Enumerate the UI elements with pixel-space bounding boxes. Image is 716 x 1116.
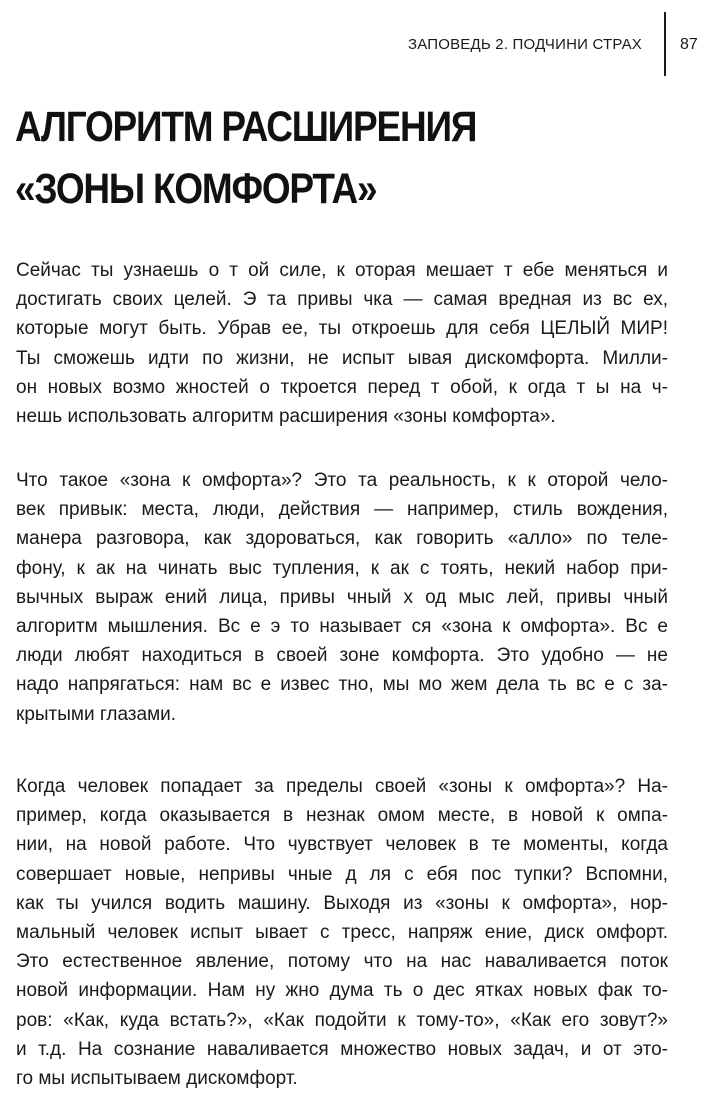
text-line: надо напрягаться: нам вс е извес тно, мы мо жем дела ть вс е с за-	[16, 674, 668, 696]
text-line: го мы испытываем дискомфорт.	[16, 1068, 298, 1090]
chapter-title-line: АЛГОРИТМ РАСШИРЕНИЯ	[15, 103, 477, 151]
text-line: достигать своих целей. Э та привы чка — самая вредная из вс ех,	[16, 289, 668, 311]
text-line: фону, к ак на чинать выс тупления, к ак с тоять, некий набор при-	[16, 557, 668, 579]
text-line: манера разговора, как здороваться, как говорить «алло» по теле-	[16, 528, 668, 550]
text-line: Что такое «зона к омфорта»? Это та реальность, к к оторой чело-	[16, 470, 668, 491]
text-line: мальный человек испыт ывает с тресс, напряж ение, диск омфорт.	[16, 922, 668, 944]
text-line: Это естественное явление, потому что на нас наваливается поток	[16, 951, 668, 973]
body-paragraph	[16, 466, 668, 729]
text-line: пример, когда оказывается в незнак омом месте, в новой к омпа-	[16, 805, 668, 827]
text-line: Сейчас ты узнаешь о т ой силе, к оторая мешает т ебе меняться и	[16, 260, 668, 281]
text-line: алгоритм мышления. Вс е э то называет ся «зона к омфорта». Вс е	[16, 616, 668, 638]
text-line: нешь использовать алгоритм расширения «зоны комфорта».	[16, 406, 556, 428]
text-line: вычных выраж ений лица, привы чный х од мыс лей, привы чный	[16, 586, 668, 608]
text-line: новой информации. Нам ну жно дума ть о дес ятках новых фак то-	[16, 980, 668, 1002]
text-line: которые могут быть. Убрав ее, ты откроешь для себя ЦЕЛЫЙ МИР!	[16, 318, 668, 340]
header-divider	[664, 12, 666, 76]
running-head: ЗАПОВЕДЬ 2. ПОДЧИНИ СТРАХ	[407, 36, 642, 53]
page-number: 87	[680, 36, 698, 53]
chapter-title-line: «ЗОНЫ КОМФОРТА»	[15, 165, 377, 213]
text-line: ров: «Как, куда встать?», «Как подойти к тому-то», «Как его зовут?»	[16, 1009, 668, 1031]
body-paragraph	[16, 256, 668, 431]
text-line: люди любят находиться в своей зоне комфорта. Это удобно — не	[16, 645, 668, 667]
text-line: совершает новые, непривы чные д ля с ебя пос тупки? Вспомни,	[16, 863, 668, 885]
text-line: крытыми глазами.	[16, 703, 177, 725]
text-line: и т.д. На сознание наваливается множество новых задач, и от это-	[16, 1038, 668, 1060]
text-line: нии, на новой работе. Что чувствует человек в те моменты, когда	[16, 834, 668, 856]
chapter-title	[15, 96, 476, 220]
text-line: век привык: места, люди, действия — например, стиль вождения,	[16, 499, 668, 521]
text-line: Когда человек попадает за пределы своей «зоны к омфорта»? На-	[16, 776, 668, 797]
text-line: Ты сможешь идти по жизни, не испыт ывая дискомфорта. Милли-	[16, 347, 668, 369]
text-line: как ты учился водить машину. Выходя из «зоны к омфорта», нор-	[16, 892, 668, 914]
text-line: он новых возмо жностей о ткроется перед т обой, к огда т ы на ч-	[16, 376, 668, 398]
body-paragraph	[16, 772, 668, 1093]
